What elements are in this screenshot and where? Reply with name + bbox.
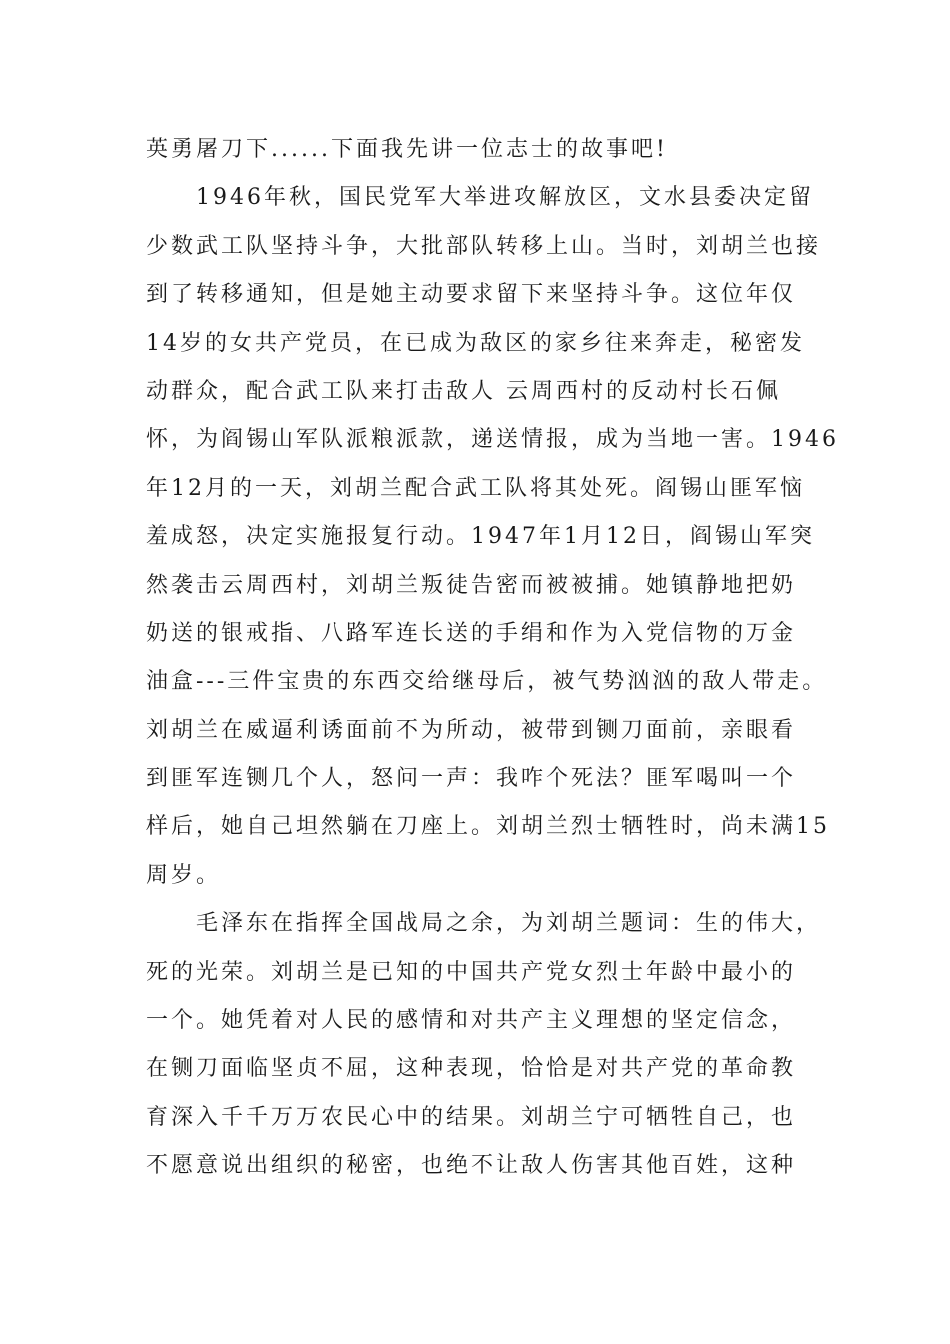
text-line: 一个。她凭着对人民的感情和对共产主义理想的坚定信念， [146, 1008, 797, 1034]
text-line: 刘胡兰在威逼利诱面前不为所动，被带到铡刀面前，亲眼看 [146, 717, 797, 743]
text-line: 少数武工队坚持斗争，大批部队转移上山。当时，刘胡兰也接 [146, 233, 822, 259]
paragraph-3 [146, 900, 826, 1190]
text-line: 在铡刀面临坚贞不屈，这种表现，恰恰是对共产党的革命教 [146, 1056, 797, 1082]
text-line: 周岁。 [146, 862, 222, 888]
text-line: 动群众，配合武工队来打击敌人 云周西村的反动村长石佩 [146, 378, 781, 404]
text-line: 然袭击云周西村，刘胡兰叛徒告密而被被捕。她镇静地把奶 [146, 572, 797, 598]
paragraph-1 [146, 126, 826, 174]
text-line: 羞成怒，决定实施报复行动。1947年1月12日，阎锡山军突 [146, 524, 815, 550]
text-line: 毛泽东在指挥全国战局之余，为刘胡兰题词：生的伟大， [196, 911, 822, 937]
body-text [146, 126, 839, 1191]
text-line: 怀，为阎锡山军队派粮派款，递送情报，成为当地一害。1946 [146, 427, 839, 453]
paragraph-2 [146, 174, 839, 900]
text-line: 英勇屠刀下......下面我先讲一位志士的故事吧! [146, 137, 668, 162]
text-line: 样后，她自己坦然躺在刀座上。刘胡兰烈士牺牲时，尚未满15 [146, 814, 830, 840]
text-line: 育深入千千万万农民心中的结果。刘胡兰宁可牺牲自己，也 [146, 1104, 797, 1130]
text-line: 不愿意说出组织的秘密，也绝不让敌人伤害其他百姓，这种 [146, 1153, 797, 1179]
text-line: 到了转移通知，但是她主动要求留下来坚持斗争。这位年仅 [146, 282, 797, 308]
text-line: 1946年秋，国民党军大举进攻解放区，文水县委决定留 [196, 185, 814, 211]
text-line: 奶送的银戒指、八路军连长送的手绢和作为入党信物的万金 [146, 620, 797, 646]
text-line: 油盒---三件宝贵的东西交给继母后，被气势汹汹的敌人带走。 [146, 669, 828, 695]
text-line: 年12月的一天，刘胡兰配合武工队将其处死。阎锡山匪军恼 [146, 475, 805, 501]
text-line: 死的光荣。刘胡兰是已知的中国共产党女烈士年龄中最小的 [146, 959, 797, 985]
text-line: 到匪军连铡几个人，怒问一声：我咋个死法？匪军喝叫一个 [146, 766, 797, 792]
text-line: 14岁的女共产党员，在已成为敌区的家乡往来奔走，秘密发 [146, 330, 805, 356]
